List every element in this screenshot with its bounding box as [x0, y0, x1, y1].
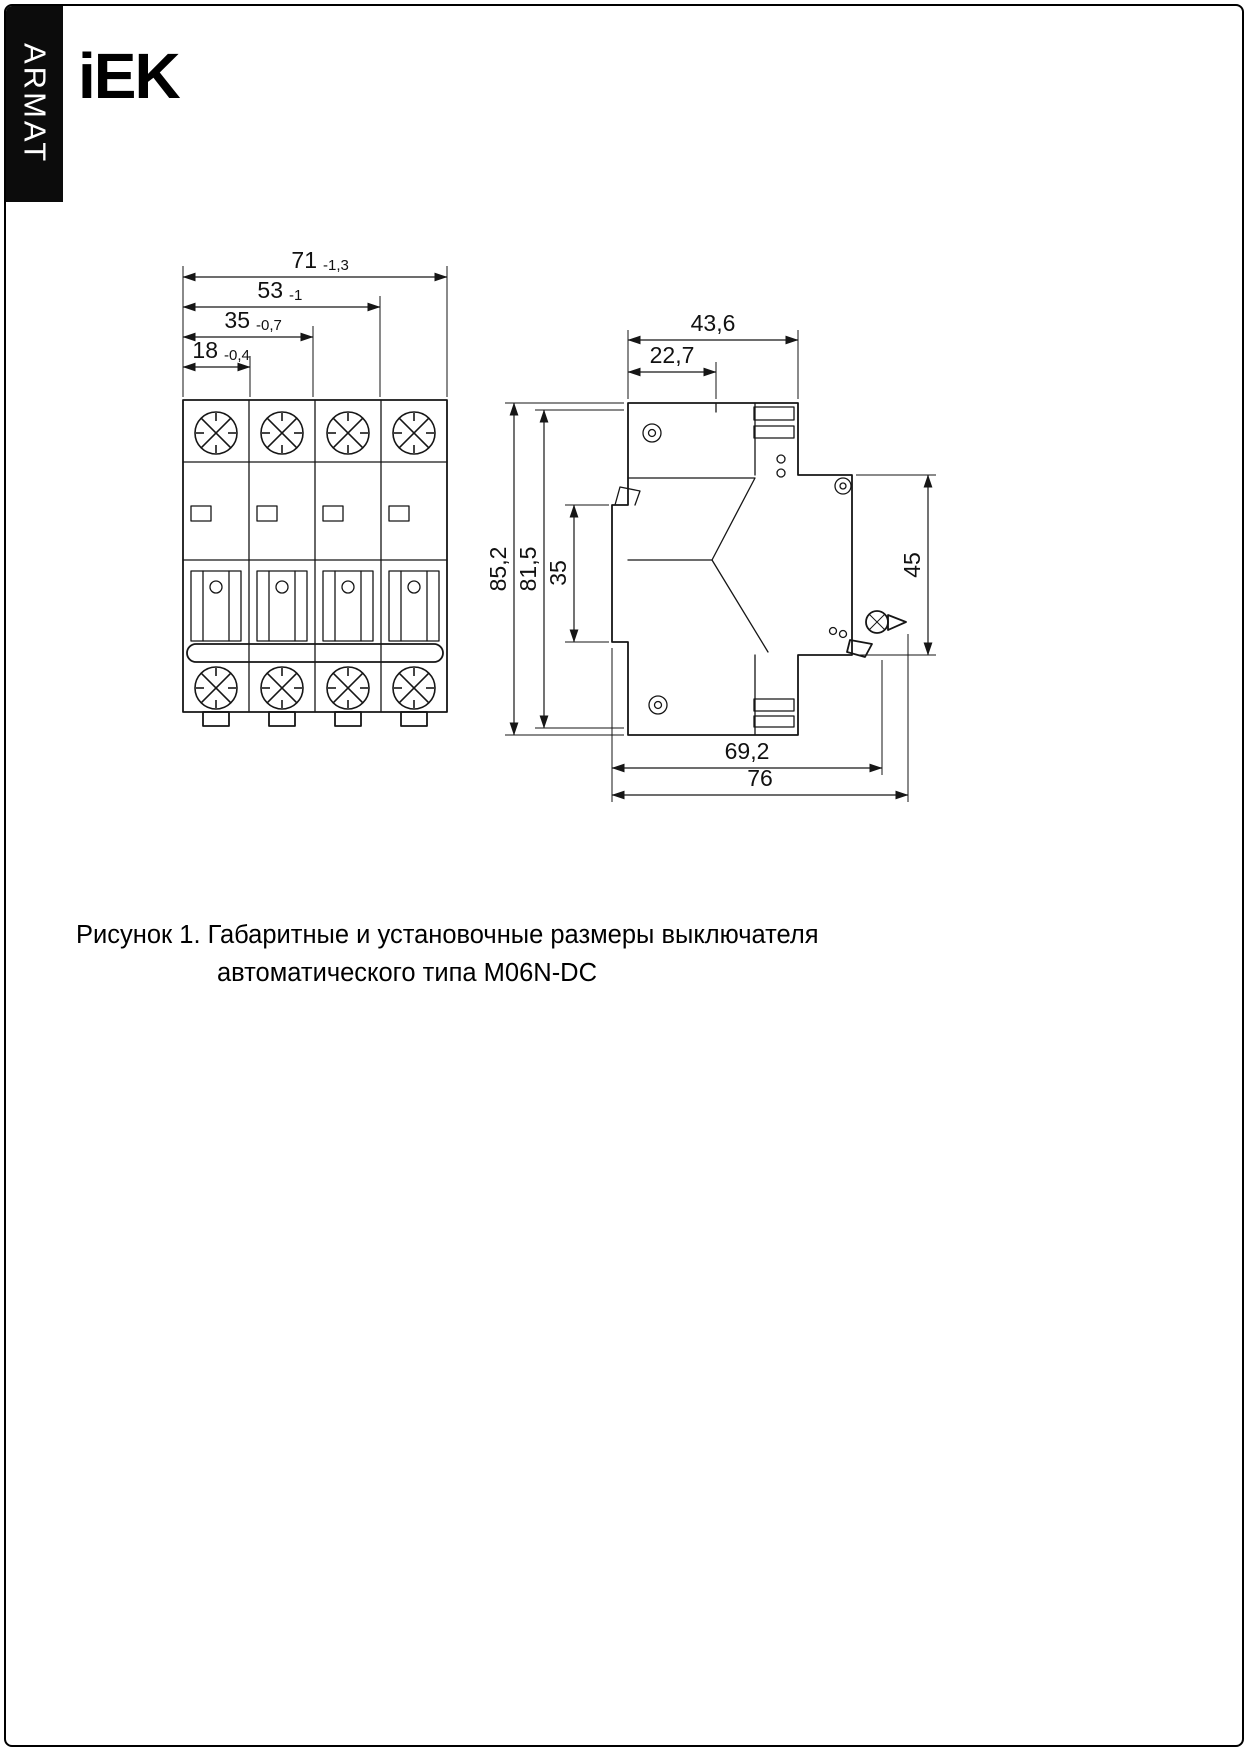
- dim-height-total: 85,2: [485, 546, 511, 592]
- figure-caption-line2: автоматического типа M06N-DC: [217, 959, 598, 987]
- din-rail-latch: [830, 611, 907, 657]
- terminal-slots-top: [716, 403, 794, 475]
- dim-width-18-tolerance: -0,4: [224, 347, 250, 364]
- dim-height-din: 45: [899, 552, 925, 578]
- figure-caption: [76, 916, 819, 992]
- case-rivets: [643, 424, 851, 714]
- dim-width-35: 35: [224, 307, 250, 333]
- dim-width-53: 53: [257, 277, 283, 303]
- figure-caption-line1: Рисунок 1. Габаритные и установочные размеры выключателя: [76, 921, 819, 949]
- side-profile-outline: [612, 403, 852, 735]
- dimension-lines: [183, 277, 447, 367]
- dimension-lines: [514, 340, 928, 795]
- side-view: [485, 310, 936, 802]
- front-view-dimensions: [183, 247, 447, 397]
- side-view-dimensions: [485, 310, 936, 802]
- front-view-body: [183, 400, 447, 726]
- dim-width-18: 18: [192, 337, 218, 363]
- side-view-body: [612, 403, 906, 735]
- dim-width-71-tolerance: -1,3: [323, 257, 349, 274]
- dimension-drawing: [0, 0, 1248, 820]
- dim-width-35-tolerance: -0,7: [256, 317, 282, 334]
- pole-clips: [191, 506, 409, 521]
- front-view: [183, 247, 447, 726]
- case-parting-lines: [628, 478, 768, 652]
- dim-height-body: 81,5: [515, 546, 541, 592]
- bottom-tabs: [203, 712, 427, 726]
- extension-lines: [183, 266, 447, 397]
- dim-top-inner-width: 22,7: [649, 342, 695, 368]
- armat-brand-label: ARMAT: [17, 43, 53, 165]
- dim-height-front: 35: [545, 560, 571, 586]
- dim-top-width: 43,6: [690, 310, 736, 336]
- dim-depth-total: 76: [747, 765, 773, 791]
- dim-depth-inner: 69,2: [724, 738, 770, 764]
- iek-logo: iEK: [78, 40, 179, 112]
- dim-width-71: 71: [291, 247, 317, 273]
- terminal-slots-bottom: [754, 655, 794, 735]
- dim-width-53-tolerance: -1: [289, 287, 303, 304]
